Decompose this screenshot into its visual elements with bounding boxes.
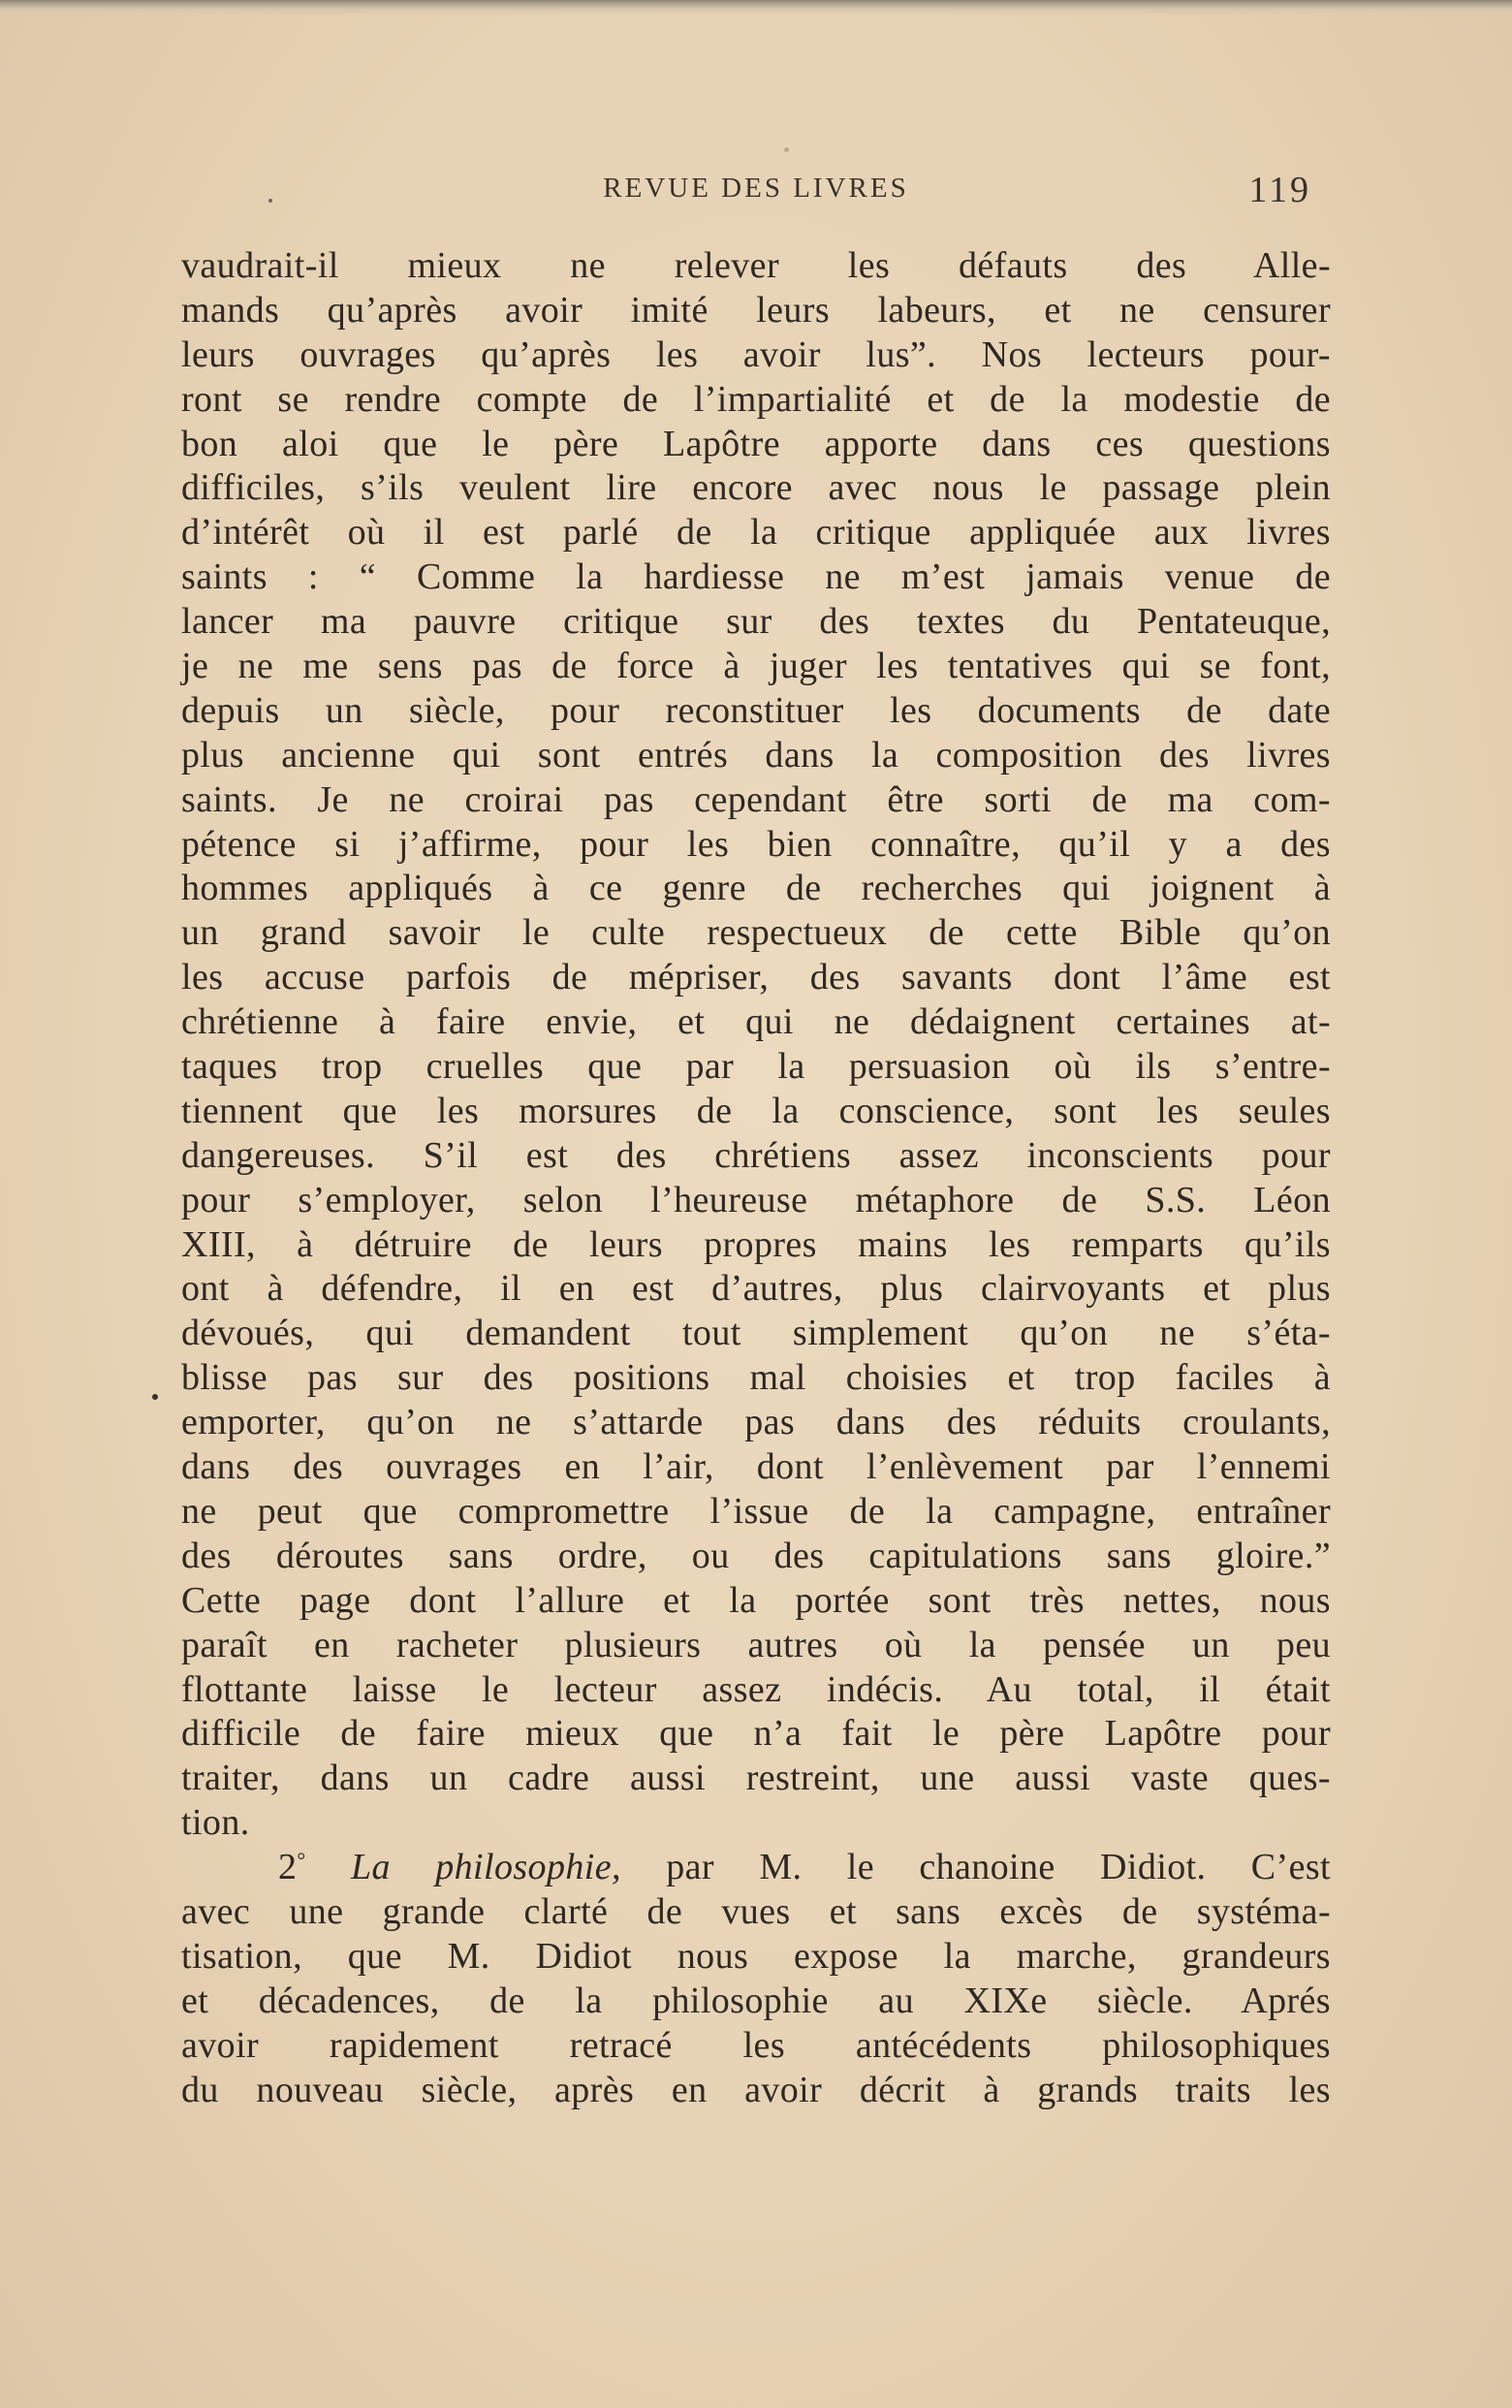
text-line: avoir rapidement retracé les antécédents philosophiques (181, 2024, 1331, 2066)
section-line-rest: par M. le chanoine Didiot. C’est (666, 1847, 1332, 1888)
text-line: d’intérêt où il est parlé de la critique appliquée aux livres (181, 512, 1331, 554)
text-line: dans des ouvrages en l’air, dont l’enlèvement par l’ennemi (181, 1446, 1331, 1488)
running-header (181, 170, 1331, 221)
ink-speck (784, 147, 789, 152)
text-line: pour s’employer, selon l’heureuse métaphore de S.S. Léon (181, 1179, 1331, 1220)
text-line: tion. (181, 1802, 250, 1844)
body-text (181, 244, 1331, 2112)
section-title: La philosophie, (350, 1847, 621, 1888)
text-line: dévoués, qui demandent tout simplement qu’on ne s’éta- (181, 1313, 1331, 1354)
text-line: XIII, à détruire de leurs propres mains les remparts qu’ils (181, 1223, 1331, 1265)
text-line: emporter, qu’on ne s’attarde pas dans des réduits croulants, (181, 1402, 1331, 1443)
degree-sign: ° (297, 1848, 306, 1873)
text-line: et décadences, de la philosophie au XIXe siècle. Aprés (181, 1980, 1331, 2021)
text-line: vaudrait-il mieux ne relever les défauts des Alle- (181, 245, 1331, 286)
text-line: ront se rendre compte de l’impartialité et de la modestie de (181, 378, 1331, 420)
text-line: pétence si j’affirme, pour les bien connaître, qu’il y a des (181, 823, 1331, 865)
text-line: difficile de faire mieux que n’a fait le père Lapôtre pour (181, 1713, 1331, 1755)
margin-mark (152, 1394, 158, 1400)
text-line: du nouveau siècle, après en avoir décrit à grands traits les (181, 2069, 1331, 2110)
page-top-edge (0, 0, 1512, 16)
page-number: 119 (1248, 170, 1311, 210)
running-title: REVUE DES LIVRES (603, 173, 909, 204)
text-line: plus ancienne qui sont entrés dans la composition des livres (181, 734, 1331, 776)
text-line: tiennent que les morsures de la conscience, sont les seules (181, 1090, 1331, 1131)
text-line: chrétienne à faire envie, et qui ne dédaignent certaines at- (181, 1001, 1331, 1043)
text-line: ont à défendre, il en est d’autres, plus clairvoyants et plus (181, 1268, 1331, 1310)
text-line: mands qu’après avoir imité leurs labeurs, et ne censurer (181, 289, 1331, 331)
text-line: bon aloi que le père Lapôtre apporte dans ces questions (181, 423, 1331, 464)
text-line: saints : “ Comme la hardiesse ne m’est jamais venue de (181, 556, 1331, 598)
text-line: depuis un siècle, pour reconstituer les documents de date (181, 689, 1331, 731)
text-line: tisation, que M. Didiot nous expose la marche, grandeurs (181, 1935, 1331, 1977)
text-line: difficiles, s’ils veulent lire encore avec nous le passage plein (181, 467, 1331, 509)
text-line: je ne me sens pas de force à juger les tentatives qui se font, (181, 646, 1331, 687)
text-line: taques trop cruelles que par la persuasion où ils s’entre- (181, 1046, 1331, 1088)
section-heading-line (181, 1846, 1331, 1890)
text-line: dangereuses. S’il est des chrétiens assez inconscients pour (181, 1134, 1331, 1176)
text-line: un grand savoir le culte respectueux de cette Bible qu’on (181, 912, 1331, 954)
text-line: blisse pas sur des positions mal choisies et trop faciles à (181, 1357, 1331, 1399)
text-line: paraît en racheter plusieurs autres où la pensée un peu (181, 1624, 1331, 1665)
text-line: les accuse parfois de mépriser, des savants dont l’âme est (181, 957, 1331, 998)
text-line: hommes appliqués à ce genre de recherches qui joignent à (181, 868, 1331, 909)
text-line: ne peut que compromettre l’issue de la campagne, entraîner (181, 1490, 1331, 1532)
section-number: 2 (278, 1847, 298, 1888)
text-line: lancer ma pauvre critique sur des textes du Pentateuque, (181, 601, 1331, 643)
text-line: Cette page dont l’allure et la portée sont très nettes, nous (181, 1579, 1331, 1621)
text-line: flottante laisse le lecteur assez indécis. Au total, il était (181, 1668, 1331, 1710)
text-line: saints. Je ne croirai pas cependant être sorti de ma com- (181, 778, 1331, 820)
text-line: des déroutes sans ordre, ou des capitulations sans gloire.” (181, 1535, 1331, 1576)
text-line: avec une grande clarté de vues et sans excès de systéma- (181, 1890, 1331, 1932)
text-line: traiter, dans un cadre aussi restreint, une aussi vaste ques- (181, 1758, 1331, 1799)
text-line: leurs ouvrages qu’après les avoir lus”. Nos lecteurs pour- (181, 333, 1331, 375)
